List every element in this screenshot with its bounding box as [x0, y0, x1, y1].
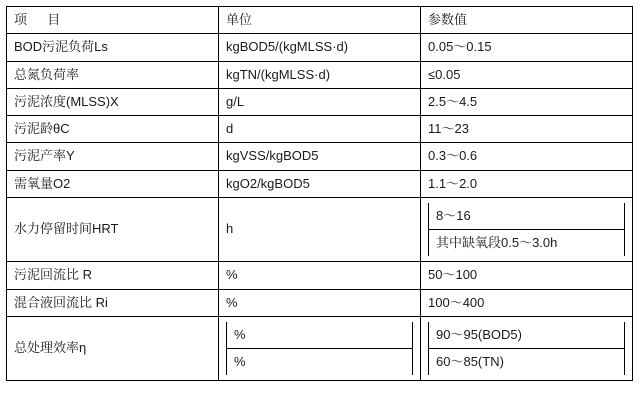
- cell-value: 1.1～2.0: [421, 170, 633, 197]
- cell-unit-group: [219, 316, 421, 381]
- nested-unit-table: [226, 322, 413, 376]
- cell-value: ≤0.05: [421, 61, 633, 88]
- cell-value: 2.5～4.5: [421, 88, 633, 115]
- parameter-table: [6, 6, 633, 381]
- cell-unit: kgTN/(kgMLSS·d): [219, 61, 421, 88]
- cell-unit: h: [219, 197, 421, 262]
- cell-unit: g/L: [219, 88, 421, 115]
- cell-item: 污泥龄θC: [7, 116, 219, 143]
- nested-row: [429, 349, 625, 376]
- table-row: [7, 34, 633, 61]
- cell-value: 11～23: [421, 116, 633, 143]
- table-row: [7, 61, 633, 88]
- nested-value-table: [428, 322, 625, 376]
- cell-item: 水力停留时间HRT: [7, 197, 219, 262]
- table-row: [7, 143, 633, 170]
- table-row: [7, 116, 633, 143]
- cell-unit: kgBOD5/(kgMLSS·d): [219, 34, 421, 61]
- cell-value: 0.05～0.15: [421, 34, 633, 61]
- nested-row: [429, 203, 625, 230]
- nested-value-table: [428, 203, 625, 257]
- cell-item: 污泥产率Y: [7, 143, 219, 170]
- nested-row: [227, 349, 413, 376]
- cell-value-group: [421, 316, 633, 381]
- cell-unit: %: [227, 322, 413, 349]
- cell-value: 100～400: [421, 289, 633, 316]
- cell-item: 总氮负荷率: [7, 61, 219, 88]
- cell-unit: %: [219, 262, 421, 289]
- header-cell-unit: 单位: [219, 7, 421, 34]
- cell-item: BOD污泥负荷Ls: [7, 34, 219, 61]
- table-row: [7, 88, 633, 115]
- header-cell-value: 参数值: [421, 7, 633, 34]
- cell-item: 混合液回流比 Ri: [7, 289, 219, 316]
- cell-item: 污泥回流比 R: [7, 262, 219, 289]
- cell-unit: %: [227, 349, 413, 376]
- table-row: [7, 170, 633, 197]
- cell-value: 8～16: [429, 203, 625, 230]
- cell-unit: kgO2/kgBOD5: [219, 170, 421, 197]
- cell-value: 90～95(BOD5): [429, 322, 625, 349]
- cell-item: 污泥浓度(MLSS)X: [7, 88, 219, 115]
- table-row-hrt: [7, 197, 633, 262]
- table-header-row: [7, 7, 633, 34]
- nested-row: [429, 230, 625, 257]
- cell-item: 总处理效率η: [7, 316, 219, 381]
- nested-row: [429, 322, 625, 349]
- cell-unit: %: [219, 289, 421, 316]
- nested-row: [227, 322, 413, 349]
- header-cell-item: [7, 7, 219, 34]
- cell-item: 需氧量O2: [7, 170, 219, 197]
- cell-value: 60～85(TN): [429, 349, 625, 376]
- cell-unit: kgVSS/kgBOD5: [219, 143, 421, 170]
- cell-value: 0.3～0.6: [421, 143, 633, 170]
- cell-value-group: [421, 197, 633, 262]
- cell-value: 50～100: [421, 262, 633, 289]
- table-row: [7, 289, 633, 316]
- cell-unit: d: [219, 116, 421, 143]
- table-row-efficiency: [7, 316, 633, 381]
- table-row: [7, 262, 633, 289]
- cell-value-note: 其中缺氧段0.5～3.0h: [429, 230, 625, 257]
- header-label-item: 项 目: [14, 12, 64, 27]
